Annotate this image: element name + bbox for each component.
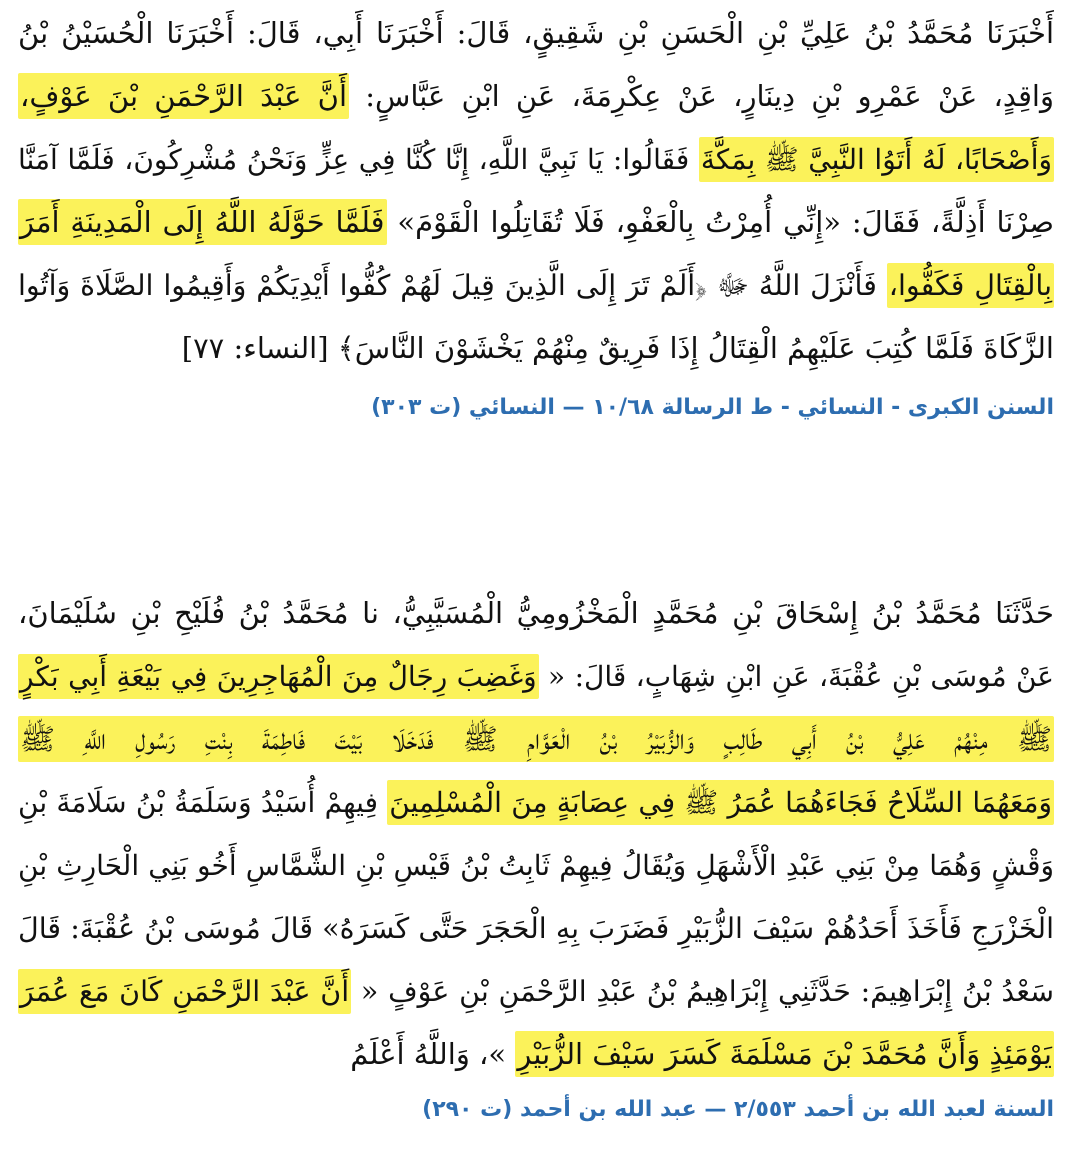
text-segment: عَنْ مُوسَى بْنِ عُقْبَةَ، عَنِ ابْنِ شِهَابٍ، قَالَ: « — [548, 660, 1054, 693]
text-line — [18, 897, 1054, 960]
text-line — [18, 65, 1054, 128]
text-line — [18, 128, 1054, 191]
text-segment: فَأَنْزَلَ اللَّهُ ﷻ ﴿أَلَمْ تَرَ إِلَى الَّذِينَ قِيلَ لَهُمْ كُفُّوا أَيْدِيَكُمْ وَأَقِيمُوا الصَّلَاةَ وَآتُوا — [18, 269, 877, 302]
text-line — [18, 254, 1054, 317]
text-segment: فِيهِمْ أُسَيْدُ وَسَلَمَةُ بْنُ سَلَامَةَ بْنِ — [18, 786, 378, 819]
highlighted-text-segment: أَنَّ عَبْدَ الرَّحْمَنِ بْنَ عَوْفٍ، — [18, 73, 349, 119]
text-line — [18, 645, 1054, 708]
text-segment: وَقْشٍ وَهُمَا مِنْ بَنِي عَبْدِ الْأَشْهَلِ وَيُقَالُ فِيهِمْ ثَابِتُ بْنُ قَيْسِ بْنِ الشَّمَّاسِ أَخُو بَنِي الْحَارِثِ بْنِ — [18, 849, 1054, 882]
highlighted-text-segment: فَلَمَّا حَوَّلَهُ اللَّهُ إِلَى الْمَدِينَةِ أَمَرَ — [18, 199, 387, 245]
text-line — [18, 771, 1054, 834]
text-line — [18, 317, 1054, 380]
hadith-block-2 — [18, 582, 1054, 1132]
text-segment: وَاقِدٍ، عَنْ عَمْرِو بْنِ دِينَارٍ، عَنْ عِكْرِمَةَ، عَنِ ابْنِ عَبَّاسٍ: — [365, 79, 1054, 113]
highlighted-text-segment: بِالْقِتَالِ فَكَفُّوا، — [887, 263, 1054, 308]
source-citation: السنة لعبد الله بن أحمد ٢/٥٥٣ — عبد الله بن أحمد (ت ٢٩٠) — [422, 1097, 1054, 1122]
text-segment: الْخَزْرَجِ فَأَخَذَ أَحَدُهُمْ سَيْفَ الزُّبَيْرِ فَضَرَبَ بِهِ الْحَجَرَ حَتَّى كَسَرَهُ» قَالَ مُوسَى بْنُ عُقْبَةَ: قَالَ — [18, 912, 1054, 945]
highlighted-text-segment: يَوْمَئِذٍ وَأَنَّ مُحَمَّدَ بْنَ مَسْلَمَةَ كَسَرَ سَيْفَ الزُّبَيْرِ — [515, 1031, 1054, 1077]
highlighted-text-segment: أَنَّ عَبْدَ الرَّحْمَنِ كَانَ مَعَ عُمَرَ — [18, 969, 351, 1014]
highlighted-text-segment: وَأَصْحَابًا، لَهُ أَتَوُا النَّبِيَّ ﷺ بِمَكَّةَ — [699, 137, 1054, 182]
text-segment: الزَّكَاةَ فَلَمَّا كُتِبَ عَلَيْهِمُ الْقِتَالُ إِذَا فَرِيقٌ مِنْهُمْ يَخْشَوْنَ النَّاسَ﴾ [النساء: ٧٧] — [181, 331, 1054, 365]
text-line — [18, 1023, 1054, 1086]
text-segment: فَقَالُوا: يَا نَبِيَّ اللَّهِ، إِنَّا كُنَّا فِي عِزٍّ وَنَحْنُ مُشْرِكُونَ، فَلَمَّا آمَنَّا — [18, 143, 690, 176]
text-line — [18, 191, 1054, 254]
highlighted-text-segment: وَغَضِبَ رِجَالٌ مِنَ الْمُهَاجِرِينَ فِي بَيْعَةِ أَبِي بَكْرٍ — [18, 654, 539, 699]
text-line — [18, 834, 1054, 897]
text-segment: سَعْدُ بْنُ إِبْرَاهِيمَ: حَدَّثَنِي إِبْرَاهِيمُ بْنُ عَبْدِ الرَّحْمَنِ بْنِ عَوْفٍ « — [360, 975, 1054, 1008]
highlighted-text-segment: وَمَعَهُمَا السِّلَاحُ فَجَاءَهُمَا عُمَرُ ﷺ فِي عِصَابَةٍ مِنَ الْمُسْلِمِينَ — [387, 780, 1054, 825]
text-line — [18, 2, 1054, 65]
text-segment: أَخْبَرَنَا مُحَمَّدُ بْنُ عَلِيِّ بْنِ الْحَسَنِ بْنِ شَقِيقٍ، قَالَ: أَخْبَرَنَا أَبِي، قَالَ: أَخْبَرَنَا الْحُسَيْنُ بْنُ — [18, 16, 1054, 50]
text-segment: »، وَاللَّهُ أَعْلَمُ — [350, 1037, 507, 1071]
highlighted-text-segment: ﷺ مِنْهُمْ عَلِيُّ بْنُ أَبِي طَالِبٍ وَالزُّبَيْرُ بْنُ الْعَوَّامِ ﷺ فَدَخَلَا بَيْتَ فَاطِمَةَ بِنْتِ رَسُولِ اللَّهِ ﷺ — [18, 716, 1054, 762]
text-line — [18, 960, 1054, 1023]
text-segment: صِرْنَا أَذِلَّةً، فَقَالَ: «إِنِّي أُمِرْتُ بِالْعَفْوِ، فَلَا تُقَاتِلُوا الْقَوْمَ» — [397, 205, 1054, 239]
text-line — [18, 708, 1054, 771]
hadith-block-1 — [18, 2, 1054, 430]
source-citation: السنن الكبرى - النسائي - ط الرسالة ١٠/٦٨ — النسائي (ت ٣٠٣) — [371, 395, 1054, 420]
text-line — [18, 582, 1054, 645]
text-segment: حَدَّثَنَا مُحَمَّدُ بْنُ إِسْحَاقَ بْنِ مُحَمَّدٍ الْمَخْزُومِيُّ الْمُسَيَّبِيُّ، نا مُحَمَّدُ بْنُ فُلَيْحِ بْنِ سُلَيْمَانَ، — [18, 596, 1054, 630]
